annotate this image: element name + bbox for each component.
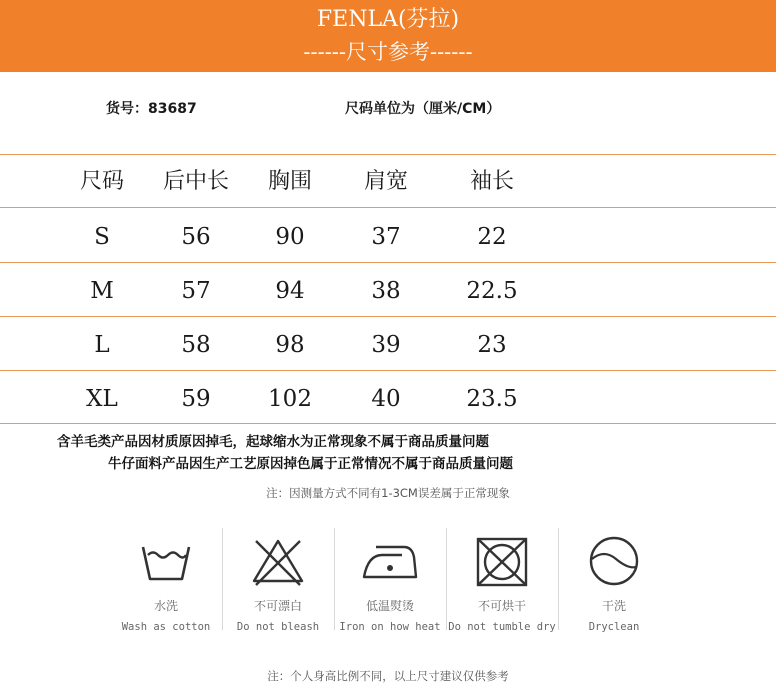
care-dryclean <box>558 525 670 640</box>
cell-back-length: 59 <box>181 386 211 412</box>
care-label-cn: 水洗 <box>153 599 178 613</box>
denim-note: 牛仔面料产品因生产工艺原因掉色属于正常情况不属于商品质量问题 <box>108 456 513 472</box>
care-tumble-dry <box>446 525 558 640</box>
measurement-note: 注：因测量方式不同有1-3CM误差属于正常现象 <box>266 486 510 500</box>
cell-size: L <box>94 332 110 358</box>
cell-back-length: 57 <box>181 278 211 304</box>
cell-size: S <box>94 224 110 250</box>
cell-size: XL <box>86 386 118 412</box>
cell-back-length: 56 <box>181 224 211 250</box>
brand-title: FENLA(芬拉) <box>316 7 460 32</box>
table-rule <box>0 154 776 155</box>
care-label-cn: 不可漂白 <box>253 599 302 613</box>
table-rule <box>0 316 776 317</box>
no-bleach-icon <box>250 533 306 589</box>
care-label-en: Iron on how heat <box>339 621 441 633</box>
table-rule <box>0 423 776 424</box>
care-bleach <box>222 525 334 640</box>
dryclean-icon <box>586 533 642 589</box>
header-size: 尺码 <box>79 169 124 194</box>
cell-shoulder: 40 <box>371 386 401 412</box>
table-rule <box>0 262 776 263</box>
cell-chest: 102 <box>268 386 312 412</box>
cell-sleeve: 23 <box>477 332 507 358</box>
no-tumble-dry-icon <box>474 533 530 589</box>
care-label-en: Wash as cotton <box>121 621 211 633</box>
cell-shoulder: 39 <box>371 332 401 358</box>
cell-shoulder: 37 <box>371 224 401 250</box>
table-rule <box>0 370 776 371</box>
wash-tub-icon <box>138 533 194 589</box>
item-number: 货号：83687 <box>106 101 197 117</box>
cell-chest: 98 <box>275 332 305 358</box>
size-unit: 尺码单位为（厘米/CM） <box>345 101 501 117</box>
care-iron <box>334 525 446 640</box>
care-label-cn: 不可烘干 <box>477 599 526 613</box>
header-chest: 胸围 <box>267 169 312 194</box>
wool-note: 含羊毛类产品因材质原因掉毛，起球缩水为正常现象不属于商品质量问题 <box>57 434 489 450</box>
cell-sleeve: 23.5 <box>466 386 518 412</box>
cell-size: M <box>90 278 114 304</box>
care-label-cn: 低温熨烫 <box>365 599 414 613</box>
care-label-cn: 干洗 <box>601 599 626 613</box>
cell-sleeve: 22.5 <box>466 278 518 304</box>
cell-chest: 90 <box>275 224 305 250</box>
footer-note: 注：个人身高比例不同，以上尺寸建议仅供参考 <box>267 669 509 683</box>
table-rule <box>0 207 776 208</box>
header-shoulder: 肩宽 <box>363 169 408 194</box>
header-banner <box>0 0 776 72</box>
care-label-en: Do not bleash <box>236 621 320 633</box>
header-sleeve: 袖长 <box>469 169 514 194</box>
cell-shoulder: 38 <box>371 278 401 304</box>
cell-sleeve: 22 <box>477 224 507 250</box>
cell-back-length: 58 <box>181 332 211 358</box>
care-wash <box>110 525 222 640</box>
iron-icon <box>362 533 418 589</box>
header-back-length: 后中长 <box>162 169 229 194</box>
care-label-en: Do not tumble dry <box>448 621 556 633</box>
section-subtitle: ------尺寸参考------ <box>303 40 473 64</box>
cell-chest: 94 <box>275 278 305 304</box>
care-label-en: Dryclean <box>588 621 640 633</box>
